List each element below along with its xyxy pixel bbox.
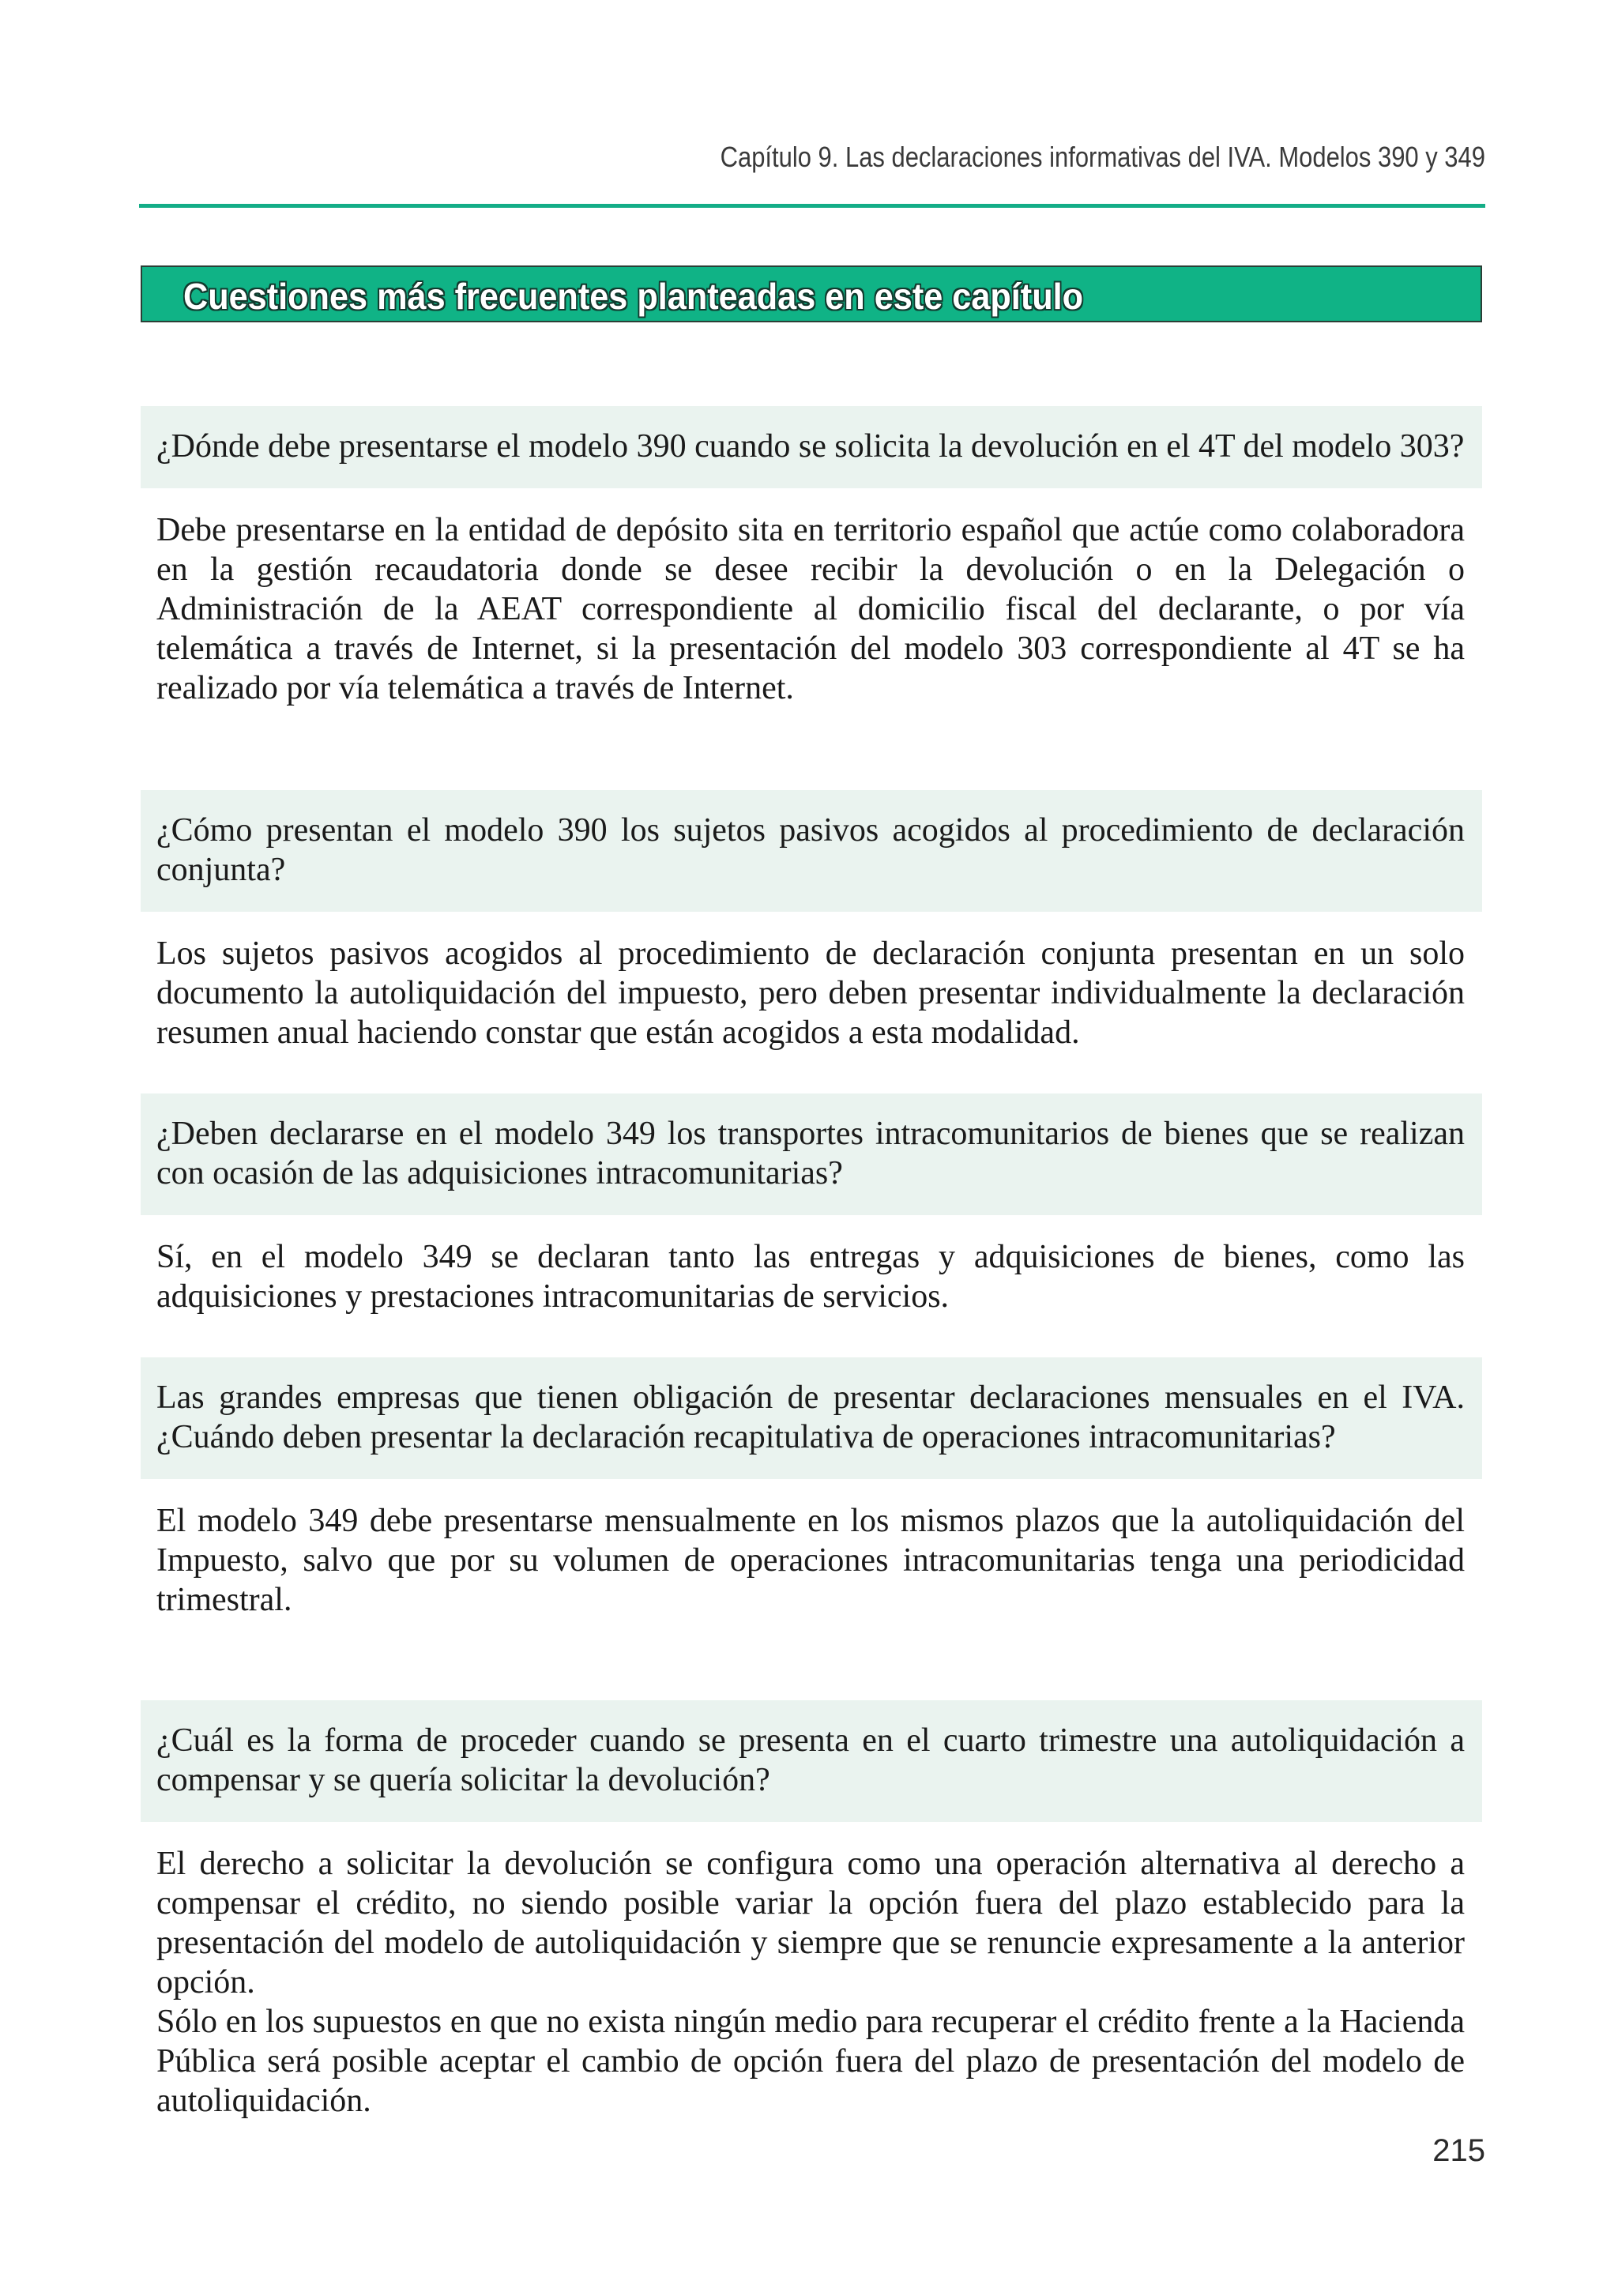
faq-answer xyxy=(141,1822,1482,2121)
answer-paragraph: El derecho a solicitar la devolución se configura como una operación alternativa al derecho a compensar el crédito, no siendo posible variar la opción fuera del plazo establecido para la presentación del modelo de autoliquidación y siempre que se renuncie expresamente a la anterior opción. xyxy=(156,1846,1465,2001)
faq-answer xyxy=(141,488,1482,708)
faq-item-2 xyxy=(141,790,1482,1052)
faq-answer xyxy=(141,1215,1482,1316)
faq-item-1 xyxy=(141,406,1482,708)
faq-question: ¿Cuál es la forma de proceder cuando se presenta en el cuarto trimestre una autoliquidación a compensar y se quería solicitar la devolución? xyxy=(141,1700,1482,1822)
page-number: 215 xyxy=(1432,2133,1485,2168)
answer-paragraph: Debe presentarse en la entidad de depósito sita en territorio español que actúe como colaboradora en la gestión recaudatoria donde se desee recibir la devolución o en la Delegación o Administración de la AEAT correspondiente al domicilio fiscal del declarante, o por vía telemática a través de Internet, si la presentación del modelo 303 correspondiente al 4T se ha realizado por vía telemática a través de Internet. xyxy=(156,512,1465,706)
faq-question: ¿Deben declararse en el modelo 349 los transportes intracomunitarios de bienes que se realizan con ocasión de las adquisiciones intracomunitarias? xyxy=(141,1093,1482,1215)
faq-answer xyxy=(141,1479,1482,1620)
answer-paragraph: Los sujetos pasivos acogidos al procedimiento de declaración conjunta presentan en un solo documento la autoliquidación del impuesto, pero deben presentar individualmente la declaración resumen anual haciendo constar que están acogidos a esta modalidad. xyxy=(156,935,1465,1051)
faq-item-3 xyxy=(141,1093,1482,1316)
running-header: Capítulo 9. Las declaraciones informativas del IVA. Modelos 390 y 349 xyxy=(720,141,1485,173)
faq-question: Las grandes empresas que tienen obligación de presentar declaraciones mensuales en el IVA. ¿Cuándo deben presentar la declaración recapitulativa de operaciones intracomunitarias? xyxy=(141,1357,1482,1479)
answer-paragraph: El modelo 349 debe presentarse mensualmente en los mismos plazos que la autoliquidación del Impuesto, salvo que por su volumen de operaciones intracomunitarias tenga una periodicidad trimestral. xyxy=(156,1503,1465,1618)
section-banner xyxy=(141,265,1482,322)
faq-item-4 xyxy=(141,1357,1482,1620)
answer-paragraph: Sí, en el modelo 349 se declaran tanto las entregas y adquisiciones de bienes, como las adquisiciones y prestaciones intracomunitarias de servicios. xyxy=(156,1239,1465,1315)
header-rule xyxy=(139,204,1485,208)
faq-answer xyxy=(141,912,1482,1052)
answer-paragraph: Sólo en los supuestos en que no exista ningún medio para recuperar el crédito frente a la Hacienda Pública será posible aceptar el cambio de opción fuera del plazo de presentación del modelo de autoliquidación. xyxy=(156,2004,1465,2119)
faq-question: ¿Dónde debe presentarse el modelo 390 cuando se solicita la devolución en el 4T del modelo 303? xyxy=(141,406,1482,488)
section-title: Cuestiones más frecuentes planteadas en este capítulo xyxy=(183,276,1084,317)
faq-item-5 xyxy=(141,1700,1482,2121)
faq-question: ¿Cómo presentan el modelo 390 los sujetos pasivos acogidos al procedimiento de declaración conjunta? xyxy=(141,790,1482,912)
